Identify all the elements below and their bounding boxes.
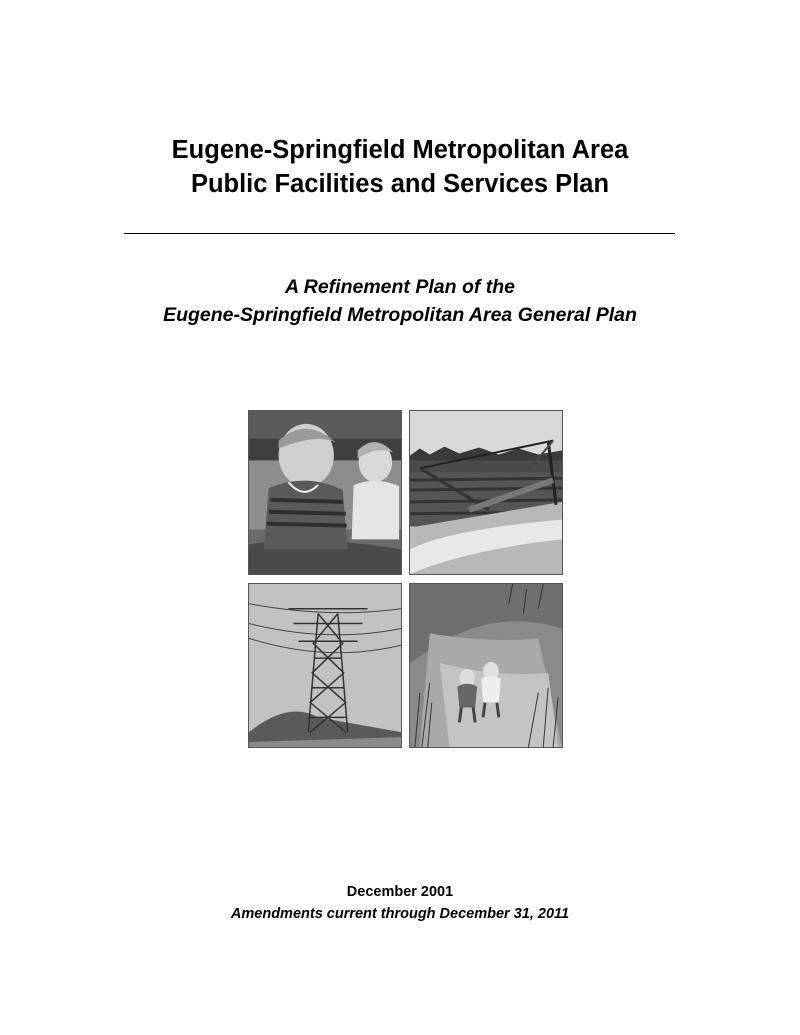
photo-children-fountain [248,410,402,575]
document-subtitle [0,273,800,329]
subtitle-line-1: A Refinement Plan of the [284,276,516,298]
photo-grid [248,410,563,748]
subtitle-line-2: Eugene-Springfield Metropolitan Area General Plan [163,304,637,326]
photo-power-tower [248,583,402,748]
title-line-2: Public Facilities and Services Plan [190,170,610,198]
photo-children-wetland [409,583,563,748]
amendments-note: Amendments current through December 31, 2011 [230,906,570,922]
publication-date: December 2001 [346,884,454,900]
title-line-1: Eugene-Springfield Metropolitan Area [171,136,629,164]
document-title [0,133,800,201]
title-divider [124,233,675,234]
photo-irrigation-field [409,410,563,575]
